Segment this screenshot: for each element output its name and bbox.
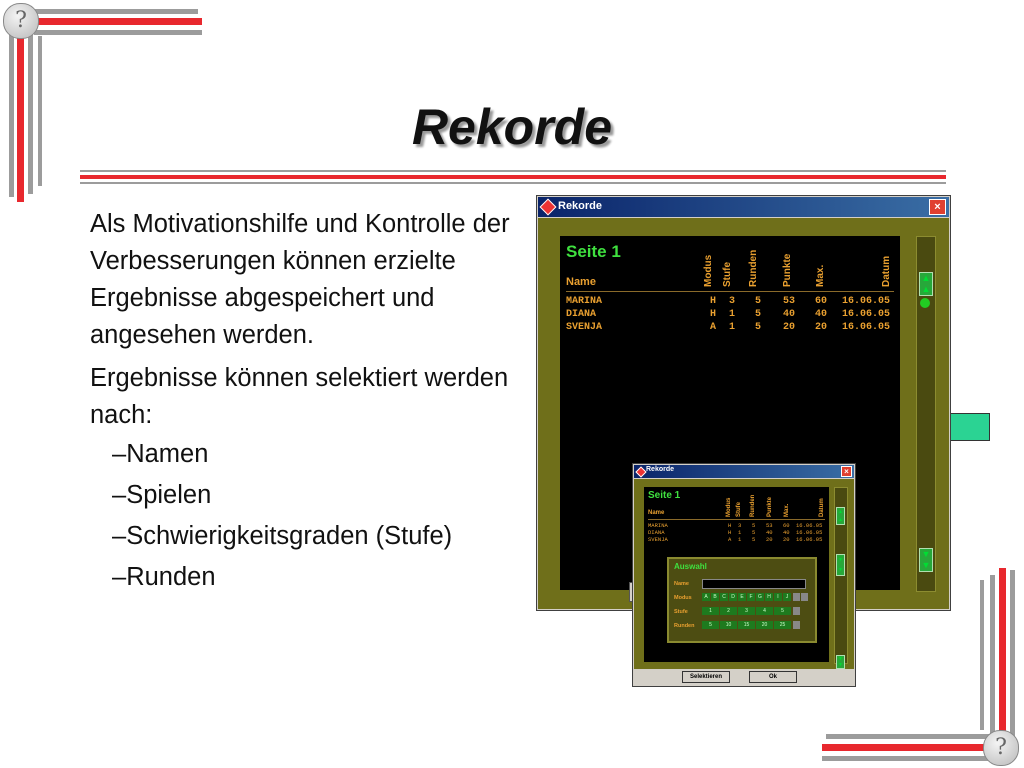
cell-stufe: 1 <box>738 536 742 543</box>
scroll-up-button[interactable]: ▲ ▲ <box>919 272 933 296</box>
olive-frame <box>634 479 854 669</box>
frame-bar <box>822 756 1002 761</box>
rekorde-window-small <box>632 463 856 687</box>
scroll-thumb[interactable] <box>920 298 930 308</box>
sub-item: –Namen <box>112 440 209 468</box>
runden-key[interactable]: 10 <box>720 621 737 629</box>
cell-name: MARINA <box>648 522 668 529</box>
sub-item: –Runden <box>112 563 216 591</box>
ok-button[interactable] <box>749 671 797 683</box>
cell-datum: 16.06.05 <box>796 529 823 536</box>
col-header: Punkte <box>767 496 773 517</box>
cell-stufe: 3 <box>729 296 736 307</box>
modus-key[interactable]: D <box>729 593 737 601</box>
cell-datum: 16.06.05 <box>842 322 891 333</box>
modus-key[interactable]: I <box>774 593 782 601</box>
header-rule <box>648 519 825 520</box>
name-header: Name <box>648 510 665 516</box>
cell-max: 60 <box>815 296 828 307</box>
cell-name: MARINA <box>566 296 603 307</box>
cell-punkte: 40 <box>783 309 796 320</box>
runden-key[interactable]: 15 <box>738 621 755 629</box>
modus-key[interactable]: E <box>738 593 746 601</box>
close-button[interactable]: × <box>929 199 946 215</box>
col-header: Datum <box>881 255 892 287</box>
auswahl-panel <box>667 557 817 643</box>
name-header: Name <box>566 276 596 288</box>
cell-punkte: 20 <box>783 322 796 333</box>
cell-runden: 5 <box>755 322 762 333</box>
col-header: Datum <box>819 498 825 517</box>
app-icon <box>635 466 646 477</box>
frame-bar <box>34 30 202 35</box>
cell-modus: A <box>728 536 732 543</box>
cell-runden: 5 <box>755 309 762 320</box>
cell-punkte: 53 <box>783 296 796 307</box>
col-header: Runden <box>748 249 759 287</box>
cell-modus: H <box>728 522 732 529</box>
table-row <box>648 529 828 536</box>
slide-title: Rekorde <box>411 99 613 155</box>
modus-key[interactable]: H <box>765 593 773 601</box>
cell-max: 20 <box>815 322 828 333</box>
name-input[interactable] <box>702 579 806 589</box>
modus-key[interactable]: B <box>711 593 719 601</box>
close-button[interactable]: × <box>841 466 852 477</box>
runden-toggle[interactable] <box>793 621 800 629</box>
background-shape <box>946 413 990 441</box>
cell-name: DIANA <box>566 309 597 320</box>
window-titlebar <box>634 465 854 478</box>
select-button[interactable] <box>682 671 730 683</box>
modus-key[interactable]: J <box>783 593 791 601</box>
frame-bar <box>980 580 984 730</box>
records-screen <box>644 487 829 662</box>
modus-keys <box>702 593 791 601</box>
runden-label: Runden <box>674 623 695 629</box>
modus-label: Modus <box>674 595 692 601</box>
cell-max: 60 <box>783 522 790 529</box>
frame-bar <box>990 575 995 740</box>
frame-bar <box>822 744 1008 751</box>
logo-icon: ? <box>3 3 39 39</box>
modus-key[interactable]: C <box>720 593 728 601</box>
runden-key[interactable]: 25 <box>774 621 791 629</box>
app-icon <box>540 199 557 216</box>
cell-stufe: 3 <box>738 522 742 529</box>
cell-runden: 5 <box>755 296 762 307</box>
col-header: Modus <box>703 254 714 287</box>
sub-item: –Spielen <box>112 481 212 509</box>
header-rule <box>566 291 894 292</box>
cell-max: 20 <box>783 536 790 543</box>
modus-key[interactable]: G <box>756 593 764 601</box>
cell-punkte: 20 <box>766 536 773 543</box>
auswahl-title: Auswahl <box>674 562 707 571</box>
stufe-key[interactable]: 5 <box>774 607 791 615</box>
title-rule <box>80 182 946 184</box>
cell-stufe: 1 <box>738 529 742 536</box>
col-header: Runden <box>750 494 756 517</box>
table-row <box>648 522 828 529</box>
paragraph: Als Motivationshilfe und Kontrolle der Verbesserungen können erzielte Ergebnisse abgespeichert und angesehen werden. <box>90 210 510 349</box>
logo-icon: ? <box>983 730 1019 766</box>
modus-toggle[interactable] <box>801 593 808 601</box>
stufe-key[interactable]: 4 <box>756 607 773 615</box>
frame-bar <box>12 18 202 25</box>
stufe-keys <box>702 607 791 615</box>
cell-modus: H <box>710 309 717 320</box>
runden-key[interactable]: 20 <box>756 621 773 629</box>
name-label: Name <box>674 581 689 587</box>
paragraph: Ergebnisse können selektiert werden nach: <box>90 364 509 429</box>
stufe-toggle[interactable] <box>793 607 800 615</box>
col-header: Punkte <box>782 253 793 287</box>
modus-toggle[interactable] <box>793 593 800 601</box>
table-row <box>566 322 896 335</box>
bullet-text <box>90 206 520 598</box>
page-label: Seite 1 <box>648 490 681 501</box>
cell-name: DIANA <box>648 529 665 536</box>
cell-modus: A <box>710 322 717 333</box>
col-header: Stufe <box>722 262 733 287</box>
window-title: Rekorde <box>558 200 603 212</box>
runden-keys <box>702 621 791 629</box>
page-label: Seite 1 <box>566 242 621 261</box>
col-header: Stufe <box>736 502 742 517</box>
title-rule <box>80 175 946 179</box>
runden-key[interactable]: 5 <box>702 621 719 629</box>
cell-name: SVENJA <box>648 536 668 543</box>
scroll-down-button[interactable]: ▼ ▼ <box>836 554 845 576</box>
title-rule <box>80 170 946 172</box>
cell-runden: 5 <box>752 522 756 529</box>
cell-max: 40 <box>815 309 828 320</box>
scroll-down-button[interactable]: ▼ ▼ <box>836 655 845 669</box>
cell-modus: H <box>710 296 717 307</box>
records-rows <box>648 522 828 543</box>
col-header: Max. <box>784 503 790 517</box>
cell-datum: 16.06.05 <box>796 522 823 529</box>
frame-bar <box>12 9 198 14</box>
table-row <box>648 536 828 543</box>
modus-key[interactable]: F <box>747 593 755 601</box>
cell-datum: 16.06.05 <box>842 309 891 320</box>
window-titlebar <box>538 197 949 217</box>
modus-key[interactable]: A <box>702 593 710 601</box>
cell-runden: 5 <box>752 536 756 543</box>
cell-datum: 16.06.05 <box>842 296 891 307</box>
col-header: Max. <box>815 264 826 287</box>
table-row <box>566 309 896 322</box>
select-button-label: Selektieren <box>689 674 723 680</box>
records-rows <box>566 296 896 335</box>
cell-modus: H <box>728 529 732 536</box>
cell-max: 40 <box>783 529 790 536</box>
cell-punkte: 40 <box>766 529 773 536</box>
stufe-key[interactable]: 1 <box>702 607 719 615</box>
col-header: Modus <box>726 497 732 517</box>
cell-stufe: 1 <box>729 309 736 320</box>
scroll-up-button[interactable]: ▲ ▲ <box>836 507 845 525</box>
cell-stufe: 1 <box>729 322 736 333</box>
scroll-down-button[interactable]: ▼ ▼ <box>919 548 933 572</box>
cell-runden: 5 <box>752 529 756 536</box>
cell-name: SVENJA <box>566 322 603 333</box>
ok-button-label: Ok <box>768 674 777 680</box>
frame-bar <box>826 734 996 739</box>
stufe-key[interactable]: 3 <box>738 607 755 615</box>
stufe-key[interactable]: 2 <box>720 607 737 615</box>
table-row <box>566 296 896 309</box>
cell-punkte: 53 <box>766 522 773 529</box>
sub-item: –Schwierigkeitsgraden (Stufe) <box>112 522 453 550</box>
stufe-label: Stufe <box>674 609 688 615</box>
window-title: Rekorde <box>646 466 675 473</box>
cell-datum: 16.06.05 <box>796 536 823 543</box>
